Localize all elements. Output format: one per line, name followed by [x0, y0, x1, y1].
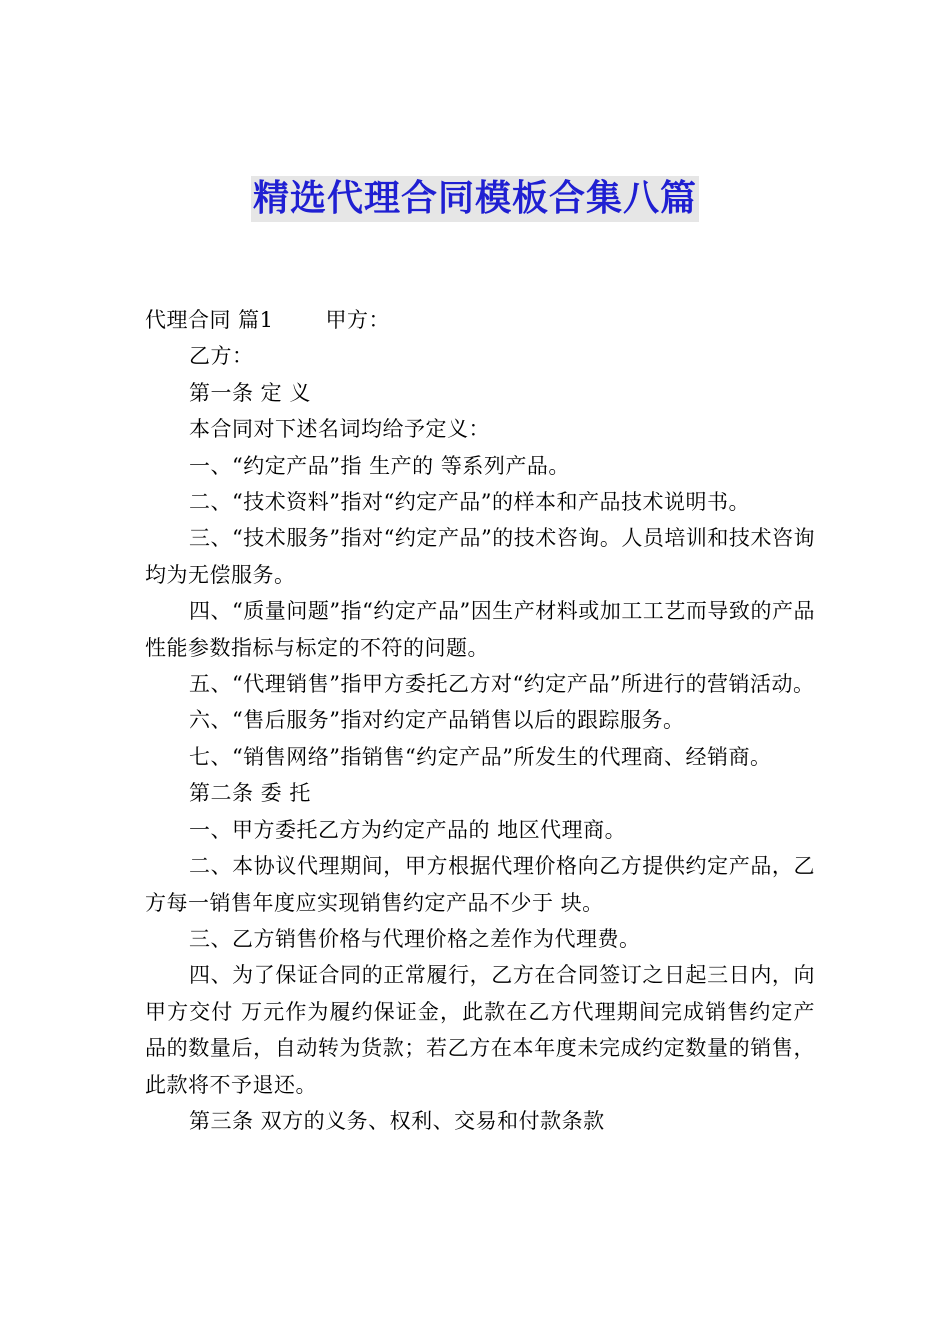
paragraph: 乙方：: [189, 344, 254, 369]
document-title: 精选代理合同模板合集八篇: [251, 176, 699, 222]
paragraph: 二、“技术资料”指对“约定产品”的样本和产品技术说明书。: [189, 490, 750, 515]
paragraph: 二、本协议代理期间，甲方根据代理价格向乙方提供约定产品，乙方每一销售年度应实现销售约定产品不少于 块。: [145, 854, 815, 915]
paragraph: 三、乙方销售价格与代理价格之差作为代理费。: [189, 926, 641, 951]
paragraph: 一、“约定产品”指 生产的 等系列产品。: [189, 453, 570, 478]
paragraph: 第一条 定 义: [189, 380, 311, 405]
paragraph: 一、甲方委托乙方为约定产品的 地区代理商。: [189, 817, 627, 842]
paragraph: 六、“售后服务”指对约定产品销售以后的跟踪服务。: [189, 708, 685, 733]
paragraph: 四、“质量问题”指“约定产品”因生产材料或加工工艺而导致的产品性能参数指标与标定的不符的问题。: [145, 599, 815, 660]
first-line: [145, 302, 815, 338]
paragraph: 第三条 双方的义务、权利、交易和付款条款: [189, 1108, 605, 1133]
document-title-wrap: [0, 176, 950, 226]
party-a-label: 甲方：: [325, 308, 391, 332]
paragraph: 七、“销售网络”指销售“约定产品”所发生的代理商、经销商。: [189, 744, 772, 769]
document-body: [145, 302, 815, 1139]
paragraph: 四、为了保证合同的正常履行，乙方在合同签订之日起三日内，向甲方交付 万元作为履约保证金，此款在乙方代理期间完成销售约定产品的数量后，自动转为货款；若乙方在本年度未完成约定数量的销售，此款将不予退还。: [145, 963, 815, 1097]
section-heading: 代理合同 篇1: [145, 308, 274, 332]
paragraph: 本合同对下述名词均给予定义：: [189, 417, 490, 442]
paragraph: 五、“代理销售”指甲方委托乙方对“约定产品”所进行的营销活动。: [189, 672, 815, 697]
paragraph: 第二条 委 托: [189, 781, 311, 806]
paragraph: 三、“技术服务”指对“约定产品”的技术咨询。人员培训和技术咨询均为无偿服务。: [145, 526, 815, 587]
